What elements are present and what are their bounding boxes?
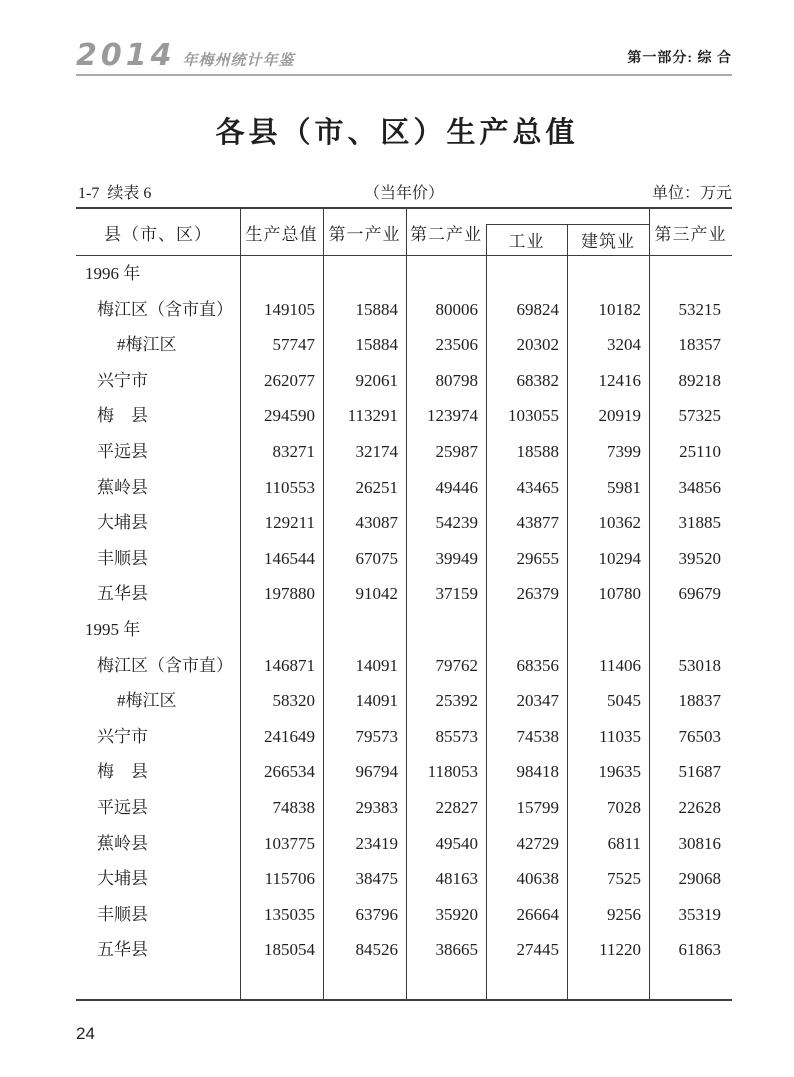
row-label: 梅 县 [97, 406, 148, 426]
row-label: 梅江区（含市直） [97, 299, 233, 319]
table-row [76, 719, 732, 755]
cell-value: 74838 [272, 797, 315, 817]
cell-value: 23506 [435, 335, 478, 355]
cell-value [323, 612, 406, 648]
page-title: 各县（市、区）生产总值 [215, 117, 579, 149]
cell-value: 123974 [427, 406, 478, 426]
cell-value: 53215 [678, 299, 721, 319]
cell-value: 58320 [272, 691, 315, 711]
row-label: 1995 年 [85, 619, 141, 639]
row-label: 兴宁市 [97, 370, 148, 390]
table-row [76, 434, 732, 470]
cell-value: 42729 [516, 833, 559, 853]
cell-value: 85573 [435, 726, 478, 746]
cell-value: 49446 [435, 477, 478, 497]
row-label: 梅江区（含市直） [97, 655, 233, 675]
table-row [76, 683, 732, 719]
cell-value: 14091 [355, 655, 398, 675]
row-label: 大埔县 [97, 869, 148, 889]
cell-value: 29655 [516, 548, 559, 568]
cell-value: 18357 [678, 335, 721, 355]
cell-value: 34856 [678, 477, 721, 497]
cell-value: 48163 [435, 869, 478, 889]
table-row [76, 754, 732, 790]
cell-value [486, 256, 567, 292]
page-number: 24 [76, 1024, 95, 1043]
cell-value: 113291 [347, 406, 398, 426]
cell-value: 241649 [264, 726, 315, 746]
table-meta-row [76, 183, 732, 205]
cell-value: 79573 [355, 726, 398, 746]
cell-value: 6811 [607, 833, 641, 853]
cell-value: 35319 [678, 904, 721, 924]
cell-value: 22827 [435, 797, 478, 817]
cell-value: 69679 [678, 584, 721, 604]
cell-value: 32174 [355, 441, 398, 461]
cell-value: 18588 [516, 441, 559, 461]
cell-value: 57325 [678, 406, 721, 426]
cell-value [240, 612, 323, 648]
cell-value: 5981 [607, 477, 641, 497]
cell-value: 54239 [435, 513, 478, 533]
cell-value [240, 256, 323, 292]
cell-value: 5045 [607, 691, 641, 711]
column-header-gdp: 生产总值 [245, 224, 318, 244]
cell-value: 80798 [435, 370, 478, 390]
cell-value: 115706 [264, 869, 315, 889]
row-label: 大埔县 [97, 513, 148, 533]
cell-value: 20919 [598, 406, 641, 426]
row-label: 梅 县 [97, 762, 148, 782]
row-label: 五华县 [97, 940, 148, 960]
cell-value: 15884 [355, 335, 398, 355]
cell-value: 53018 [678, 655, 721, 675]
cell-value: 63796 [355, 904, 398, 924]
cell-value: 43465 [516, 477, 559, 497]
column-header-primary: 第一产业 [328, 224, 401, 244]
column-header-secondary: 第二产业 [410, 224, 482, 244]
cell-value: 185054 [264, 940, 315, 960]
row-label: 平远县 [97, 797, 148, 817]
row-label: 兴宁市 [97, 726, 148, 746]
table-row [76, 932, 732, 968]
cell-value: 37159 [435, 584, 478, 604]
table-row [76, 505, 732, 541]
cell-value: 197880 [264, 584, 315, 604]
year-row [76, 612, 732, 648]
yearbook-logo [76, 38, 295, 74]
cell-value: 40638 [516, 869, 559, 889]
cell-value: 84526 [355, 940, 398, 960]
column-header-industry: 工业 [508, 232, 545, 251]
logo-year-text: 2014 [76, 38, 176, 73]
cell-value: 68382 [516, 370, 559, 390]
cell-value [406, 256, 486, 292]
cell-value: 92061 [355, 370, 398, 390]
cell-value: 29068 [678, 869, 721, 889]
cell-value: 39520 [678, 548, 721, 568]
column-header-construction: 建筑业 [581, 232, 635, 251]
table-number: 1-7 续表 6 [78, 185, 152, 202]
cell-value: 149105 [264, 299, 315, 319]
cell-value: 3204 [607, 335, 641, 355]
table-row [76, 541, 732, 577]
cell-value: 22628 [678, 797, 721, 817]
cell-value: 11406 [599, 655, 641, 675]
cell-value: 30816 [678, 833, 721, 853]
cell-value: 15884 [355, 299, 398, 319]
row-label: 蕉岭县 [97, 833, 148, 853]
table-header [76, 209, 732, 256]
cell-value: 103775 [264, 833, 315, 853]
cell-value: 49540 [435, 833, 478, 853]
table-row [76, 363, 732, 399]
cell-value: 7525 [607, 869, 641, 889]
table-row [76, 897, 732, 933]
cell-value: 20347 [516, 691, 559, 711]
cell-value: 51687 [678, 762, 721, 782]
column-header-county: 县（市、区） [104, 224, 212, 244]
cell-value: 25987 [435, 441, 478, 461]
cell-value: 38665 [435, 940, 478, 960]
cell-value: 110553 [264, 477, 315, 497]
running-head [76, 38, 732, 76]
cell-value: 9256 [607, 904, 641, 924]
cell-value: 35920 [435, 904, 478, 924]
cell-value: 69824 [516, 299, 559, 319]
cell-value: 12416 [598, 370, 641, 390]
cell-value: 19635 [598, 762, 641, 782]
gdp-table [76, 207, 732, 1001]
price-note: （当年价） [363, 185, 444, 202]
table-row [76, 398, 732, 434]
cell-value [486, 612, 567, 648]
cell-value: 103055 [508, 406, 559, 426]
table-row [76, 292, 732, 328]
cell-value [406, 612, 486, 648]
cell-value: 89218 [678, 370, 721, 390]
unit-note: 单位：万元 [651, 185, 732, 202]
cell-value: 11220 [599, 940, 641, 960]
cell-value: 20302 [516, 335, 559, 355]
cell-value: 39949 [435, 548, 478, 568]
cell-value: 10294 [598, 548, 641, 568]
row-label: 1996 年 [85, 264, 141, 283]
cell-value: 96794 [355, 762, 398, 782]
cell-value: 26379 [516, 584, 559, 604]
section-label: 第一部分: 综 合 [627, 51, 732, 66]
cell-value: 10362 [598, 513, 641, 533]
cell-value: 11035 [599, 726, 641, 746]
cell-value [323, 256, 406, 292]
cell-value: 18837 [678, 691, 721, 711]
cell-value [567, 256, 649, 292]
cell-value: 23419 [355, 833, 398, 853]
row-label: 五华县 [97, 584, 148, 604]
cell-value: 98418 [516, 762, 559, 782]
table-row [76, 648, 732, 684]
table-row [76, 826, 732, 862]
row-label: #梅江区 [117, 691, 177, 711]
cell-value: 10780 [598, 584, 641, 604]
cell-value: 14091 [355, 691, 398, 711]
cell-value: 146544 [264, 548, 315, 568]
cell-value: 15799 [516, 797, 559, 817]
cell-value: 26664 [516, 904, 559, 924]
cell-value: 68356 [516, 655, 559, 675]
cell-value: 146871 [264, 655, 315, 675]
column-header-tertiary: 第三产业 [654, 224, 727, 244]
cell-value: 76503 [678, 726, 721, 746]
cell-value: 27445 [516, 940, 559, 960]
cell-value: 31885 [678, 513, 721, 533]
cell-value: 135035 [264, 904, 315, 924]
table-body [76, 256, 732, 968]
cell-value: 57747 [272, 335, 315, 355]
row-label: 平远县 [97, 441, 148, 461]
cell-value [649, 612, 732, 648]
cell-value: 38475 [355, 869, 398, 889]
cell-value: 10182 [598, 299, 641, 319]
row-label: #梅江区 [117, 335, 177, 355]
table-row [76, 470, 732, 506]
cell-value: 29383 [355, 797, 398, 817]
cell-value: 74538 [516, 726, 559, 746]
cell-value: 91042 [355, 584, 398, 604]
cell-value: 25392 [435, 691, 478, 711]
cell-value: 294590 [264, 406, 315, 426]
cell-value: 26251 [355, 477, 398, 497]
cell-value [567, 612, 649, 648]
row-label: 蕉岭县 [97, 477, 148, 497]
cell-value: 25110 [679, 441, 721, 461]
cell-value: 7028 [607, 797, 641, 817]
table-row [76, 576, 732, 612]
cell-value: 83271 [272, 441, 315, 461]
table-row [76, 327, 732, 363]
cell-value: 129211 [264, 513, 315, 533]
table-row [76, 861, 732, 897]
cell-value: 61863 [678, 940, 721, 960]
cell-value: 79762 [435, 655, 478, 675]
cell-value: 262077 [264, 370, 315, 390]
cell-value [649, 256, 732, 292]
cell-value: 118053 [427, 762, 478, 782]
cell-value: 80006 [435, 299, 478, 319]
table-row [76, 790, 732, 826]
cell-value: 43087 [355, 513, 398, 533]
logo-title-text: 年梅州统计年鉴 [182, 53, 295, 69]
row-label: 丰顺县 [97, 548, 148, 568]
cell-value: 67075 [355, 548, 398, 568]
cell-value: 7399 [607, 441, 641, 461]
row-label: 丰顺县 [97, 904, 148, 924]
cell-value: 266534 [264, 762, 315, 782]
cell-value: 43877 [516, 513, 559, 533]
year-row [76, 256, 732, 292]
